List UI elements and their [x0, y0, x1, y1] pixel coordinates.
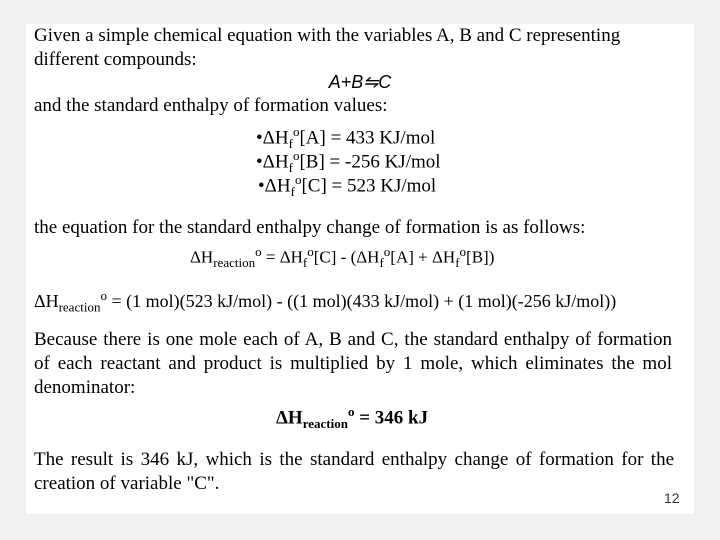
formula-intro: the equation for the standard enthalpy change of formation is as follows: — [34, 217, 586, 238]
chemical-equation: A+B⇋C — [328, 72, 392, 92]
result-equation: $\Delta H_{reaction}^o = 346$ kJ — [276, 404, 429, 432]
bullet-b: $•\Delta H_f^o[B] = -256$ KJ/mol — [256, 148, 441, 176]
page-number: 12 — [664, 490, 680, 506]
enthalpy-intro: and the standard enthalpy of formation values: — [34, 95, 388, 116]
because-paragraph: Because there is one mole each of A, B and C, the standard enthalpy of formation of each reactant and product is multiplied by 1 mole, which eliminates the mol denominator: — [34, 329, 672, 398]
bullet-c: $•\Delta H_f^o[C] = 523$ KJ/mol — [258, 172, 437, 200]
conclusion-paragraph: The result is 346 kJ, which is the standard enthalpy change of formation for the creation of variable "C". — [34, 449, 674, 494]
enthalpy-formula: $\Delta H_{reaction}^o = \Delta H_f^o[C] - (\Delta H_f^o[A] + \Delta H_f^o[B])$ — [190, 244, 495, 271]
intro-line-1: Given a simple chemical equation with the variables A, B and C representing — [34, 25, 621, 46]
calculation-line: $\Delta H_{reaction}^o = (1$ mol)(523 kJ/mol) - ((1 mol)(433 kJ/mol) + (1 mol)(-256 kJ/mol)) — [34, 288, 617, 315]
intro-line-2: different compounds: — [34, 49, 197, 70]
bullet-a: $•\Delta H_f^o[A] = 433$ KJ/mol — [256, 124, 436, 152]
